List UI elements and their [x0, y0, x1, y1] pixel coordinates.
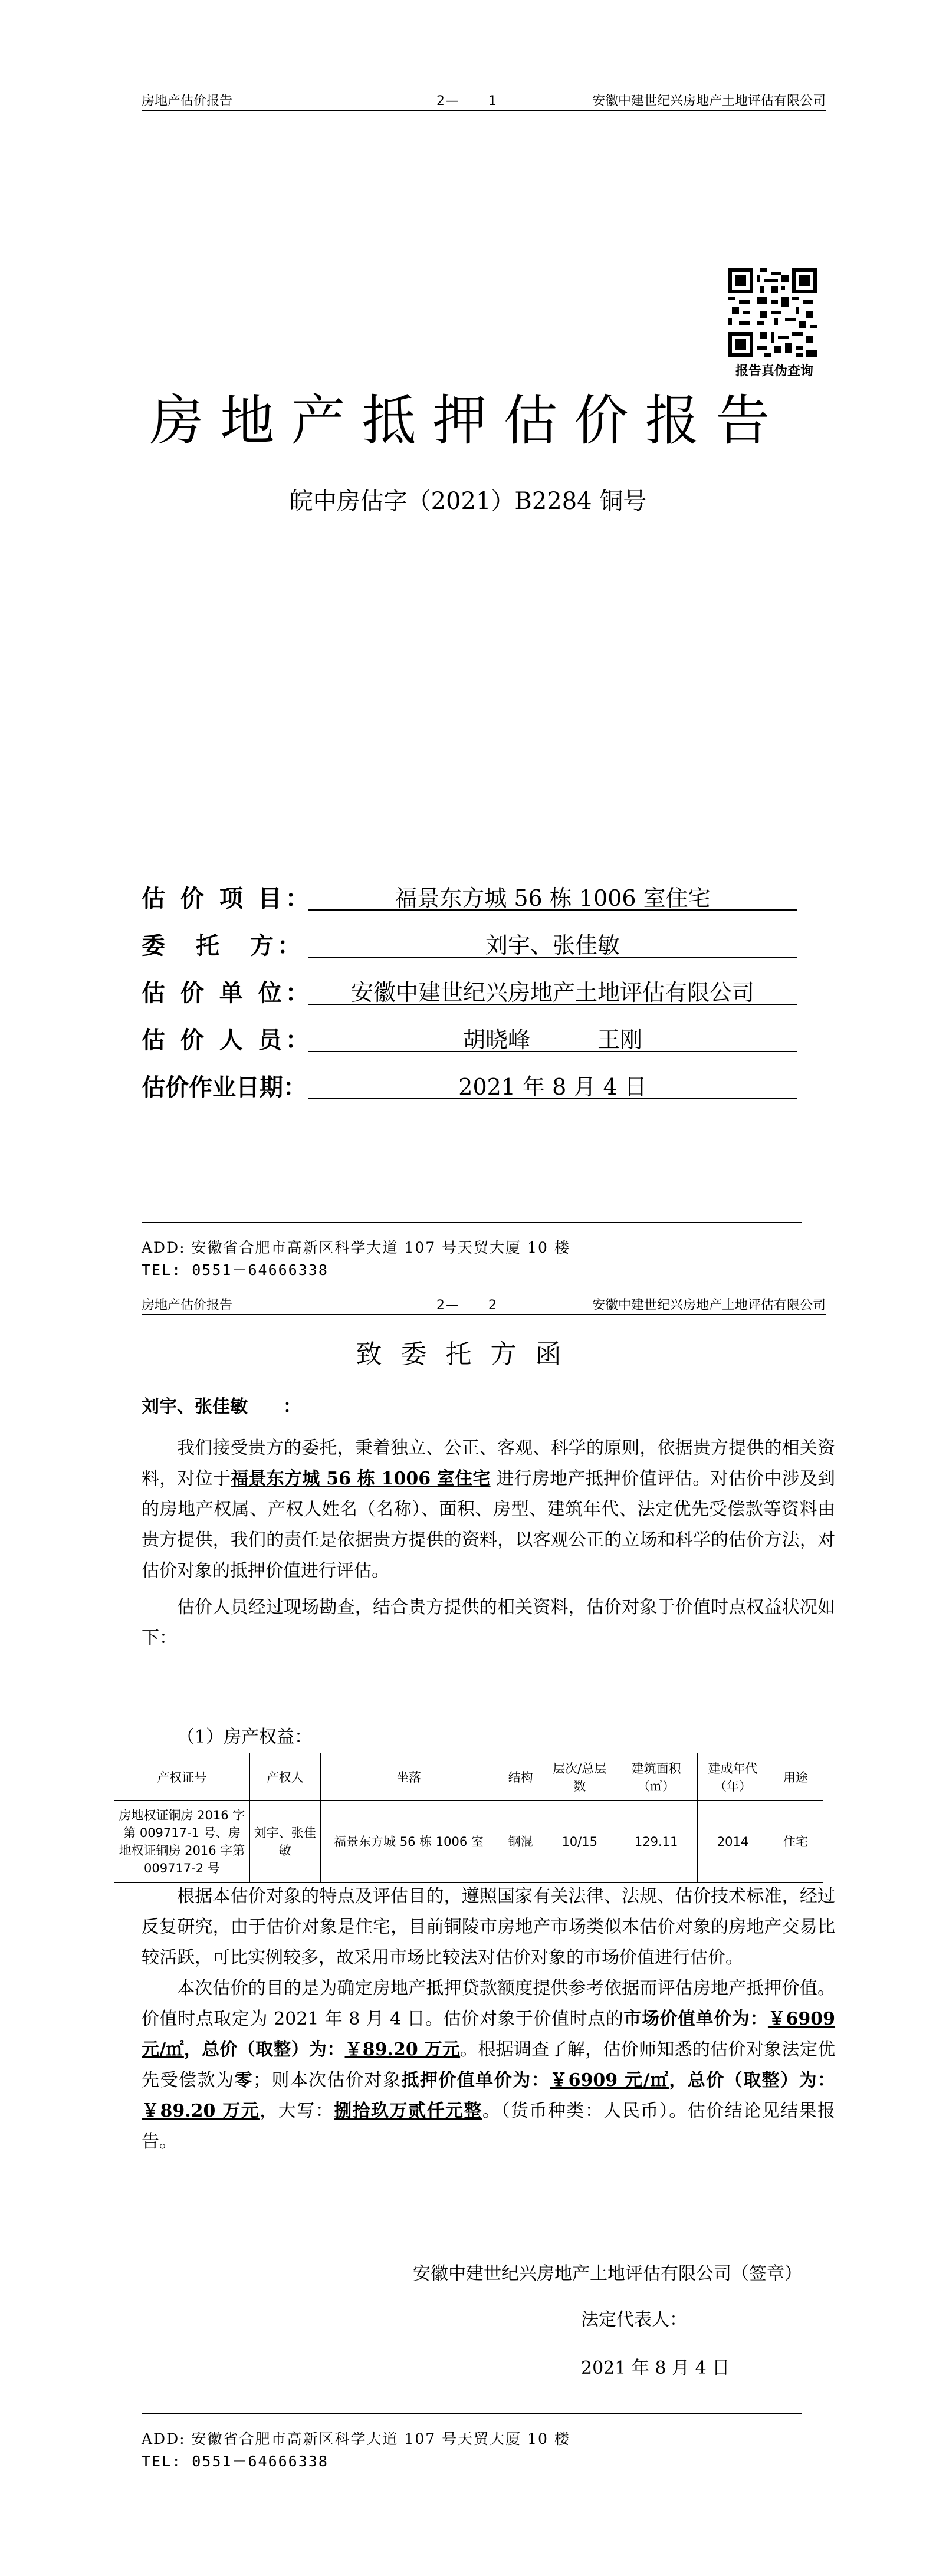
text-run: 进行房地产抵押价值评估。对估价中涉及到的房地产权属、产权人姓名（名称）、面积、房型、建筑年代、法定优先受偿款等资料由贵方提供，我们的责任是依据贵方提供的资料，以客观公正的立场和科学的估价方法，对估价对象的抵押价值进行评估。	[142, 1468, 835, 1581]
info-row-date	[142, 1069, 802, 1104]
market-total-price: ￥89.20 万元	[344, 2039, 461, 2060]
info-row-project	[142, 880, 802, 915]
table-cell: 钢混	[497, 1801, 544, 1883]
table-row	[114, 1801, 823, 1883]
report-title: 房地产抵押估价报告	[149, 389, 787, 452]
info-label: 估 价 人 员：	[142, 1027, 313, 1054]
info-label: 估 价 单 位：	[142, 980, 313, 1007]
table-cell: 129.11	[615, 1801, 698, 1883]
signature-company: 安徽中建世纪兴房地产土地评估有限公司（签章）	[413, 2263, 802, 2284]
info-label: 委 托 方：	[142, 932, 304, 960]
text-run: 。根据调查了解，估价师知悉的估价对象法定优先受偿款为	[142, 2039, 836, 2091]
column-header: 结构	[497, 1753, 544, 1801]
table-cell: 10/15	[544, 1801, 615, 1883]
info-row-unit	[142, 974, 802, 1010]
text-run: ，大写：	[260, 2101, 334, 2121]
page-header	[142, 88, 826, 111]
table-cell: 2014	[698, 1801, 768, 1883]
verification-qr-code[interactable]	[728, 268, 817, 357]
letter-body-top	[142, 1433, 835, 1654]
market-total-label: ，总价（取整）为：	[183, 2039, 345, 2060]
mortgage-unit-price: ￥6909 元/㎡	[550, 2070, 669, 2091]
header-page-number: 2— 1	[436, 94, 498, 109]
footer-address: ADD: 安徽省合肥市高新区科学大道 107 号天贸大厦 10 楼	[142, 2430, 570, 2447]
column-header: 坐落	[320, 1753, 497, 1801]
qr-caption: 报告真伪查询	[735, 364, 813, 379]
info-row-client	[142, 927, 802, 962]
text-run: 。（货币种类：人民币）。估价结论见结果报告。	[142, 2101, 836, 2152]
info-label: 估价作业日期：	[142, 1074, 307, 1101]
info-row-appraisers	[142, 1021, 802, 1057]
mortgage-total-label: ，总价（取整）为：	[669, 2070, 836, 2091]
column-header: 用途	[768, 1753, 823, 1801]
signature-date: 2021 年 8 月 4 日	[581, 2358, 730, 2378]
header-company: 安徽中建世纪兴房地产土地评估有限公司	[592, 1298, 826, 1313]
info-value: 胡晓峰 王刚	[308, 1021, 797, 1052]
amount-in-words: 捌拾玖万贰仟元整	[334, 2101, 482, 2121]
info-value: 安徽中建世纪兴房地产土地评估有限公司	[308, 974, 797, 1005]
table-cell: 房地权证铜房 2016 字第 009717-1 号、房地权证铜房 2016 字第 009717-2 号	[114, 1801, 250, 1883]
paragraph-conclusion	[142, 1973, 835, 2157]
mortgage-total-price: ￥89.20 万元	[142, 2101, 260, 2121]
footer-telephone: TEL: 0551－64666338	[142, 2453, 329, 2470]
priority-claim-value: 零	[234, 2070, 253, 2091]
paragraph-method: 根据本估价对象的特点及评估目的，遵照国家有关法律、法规、估价技术标准，经过反复研究，由于估价对象是住宅，目前铜陵市房地产市场类似本估价对象的房地产交易比较活跃，可比实例较多，故采用市场比较法对估价对象的市场价值进行估价。	[142, 1886, 835, 1968]
table-cell: 刘宇、张佳敏	[249, 1801, 320, 1883]
subject-property: 福景东方城 56 栋 1006 室住宅	[231, 1468, 491, 1489]
header-report-type: 房地产估价报告	[142, 94, 233, 109]
property-rights-table	[114, 1753, 823, 1883]
document-number: 皖中房估字（2021）B2284 铜号	[289, 488, 647, 515]
market-unit-price: ￥6909 元/㎡	[142, 2009, 836, 2060]
page-2	[0, 1292, 936, 2576]
footer-divider	[142, 2413, 802, 2414]
info-value: 2021 年 8 月 4 日	[308, 1069, 797, 1099]
page-footer	[142, 2413, 802, 2472]
column-header: 建成年代（年）	[698, 1753, 768, 1801]
text-run: 本次估价的目的是为确定房地产抵押贷款额度提供参考依据而评估房地产抵押价值。价值时点取定为 2021 年 8 月 4 日。估价对象于价值时点的	[142, 1978, 835, 2029]
table-header-row	[114, 1753, 823, 1801]
text-run: 我们接受贵方的委托，秉着独立、公正、客观、科学的原则，依据贵方提供的相关资料，对位于	[142, 1438, 835, 1489]
header-company: 安徽中建世纪兴房地产土地评估有限公司	[592, 94, 826, 109]
footer-divider	[142, 1222, 802, 1223]
table-cell: 福景东方城 56 栋 1006 室	[320, 1801, 497, 1883]
paragraph-engagement	[142, 1433, 835, 1586]
paragraph-survey: 估价人员经过现场勘查，结合贵方提供的相关资料，估价对象于价值时点权益状况如下：	[142, 1597, 835, 1648]
mortgage-unit-price-label: 抵押价值单价为：	[401, 2070, 550, 2091]
info-value: 刘宇、张佳敏	[308, 927, 797, 958]
column-header: 建筑面积（㎡）	[615, 1753, 698, 1801]
header-report-type: 房地产估价报告	[142, 1298, 233, 1313]
column-header: 层次/总层数	[544, 1753, 615, 1801]
letter-body-bottom	[142, 1881, 835, 2157]
column-header: 产权证号	[114, 1753, 250, 1801]
info-value: 福景东方城 56 栋 1006 室住宅	[308, 880, 797, 911]
signature-legal-rep: 法定代表人：	[581, 2309, 687, 2330]
page-footer	[142, 1222, 802, 1281]
market-unit-price-label: 市场价值单价为：	[623, 2009, 768, 2029]
page-header	[142, 1293, 826, 1315]
letter-title: 致委托方函	[356, 1339, 580, 1369]
rights-caption: （1）房产权益：	[177, 1727, 313, 1747]
letter-salutation: 刘宇、张佳敏 ：	[142, 1397, 301, 1417]
footer-address: ADD: 安徽省合肥市高新区科学大道 107 号天贸大厦 10 楼	[142, 1239, 570, 1256]
text-run: ；则本次估价对象	[252, 2070, 402, 2091]
info-label: 估 价 项 目：	[142, 885, 313, 912]
footer-telephone: TEL: 0551－64666338	[142, 1261, 329, 1279]
header-page-number: 2— 2	[436, 1298, 498, 1313]
table-cell: 住宅	[768, 1801, 823, 1883]
column-header: 产权人	[249, 1753, 320, 1801]
